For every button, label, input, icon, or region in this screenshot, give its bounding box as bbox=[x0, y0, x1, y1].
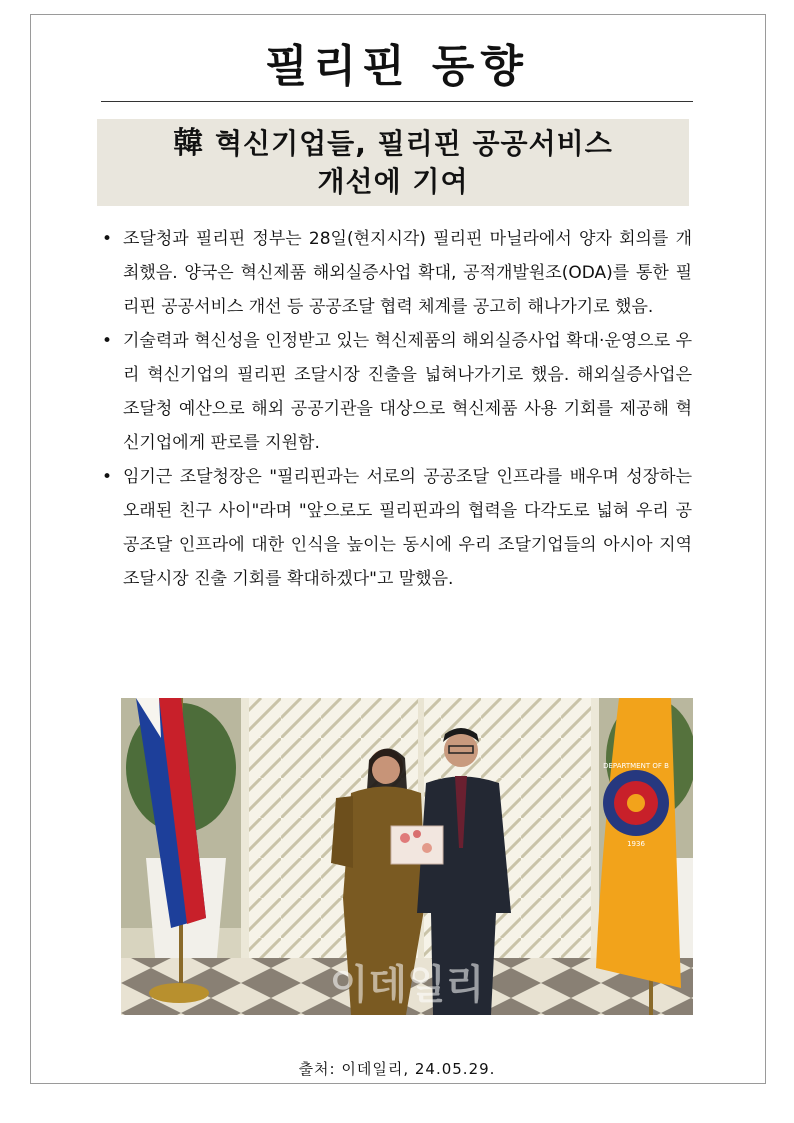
bullet-dot-icon: • bbox=[102, 229, 113, 249]
bullet-text: 임기근 조달청장은 "필리핀과는 서로의 공공조달 인프라를 배우며 성장하는 오래된 친구 사이"라며 "앞으로도 필리핀과의 협력을 다각도로 넓혀 우리 공공조달 인프라에 대한 인식을 높이는 동시에 우리 조달기업들의 아시아 지역 조달시장 진출 기회를 확대하겠다"고 말했음. bbox=[123, 467, 692, 589]
photo-watermark: 이데일리 bbox=[329, 962, 485, 1008]
photo-illustration bbox=[121, 698, 693, 1015]
bullet-item bbox=[100, 460, 692, 596]
headline-line-2: 개선에 기여 bbox=[317, 165, 469, 198]
bullet-text: 기술력과 혁신성을 인정받고 있는 혁신제품의 해외실증사업 확대·운영으로 우리 혁신기업의 필리핀 조달시장 진출을 넓혀나가기로 했음. 해외실증사업은 조달청 예산으로 해외 공공기관을 대상으로 혁신제품 사용 기회를 제공해 혁신기업에게 판로를 지원함. bbox=[123, 331, 692, 453]
headline-hanja: 韓 bbox=[173, 126, 205, 161]
svg-text:DEPARTMENT OF B: DEPARTMENT OF B bbox=[603, 762, 669, 770]
source-citation: 출처: 이데일리, 24.05.29. bbox=[298, 1060, 496, 1078]
headline-box bbox=[97, 119, 689, 206]
bullet-item bbox=[100, 222, 692, 324]
headline-line-1 bbox=[97, 125, 689, 163]
title-divider bbox=[101, 101, 693, 102]
svg-text:1936: 1936 bbox=[627, 840, 645, 848]
bullet-dot-icon: • bbox=[102, 467, 113, 487]
bullet-dot-icon: • bbox=[102, 331, 113, 351]
bullet-list bbox=[100, 222, 692, 596]
news-photo bbox=[121, 698, 693, 1015]
bullet-text: 조달청과 필리핀 정부는 28일(현지시각) 필리핀 마닐라에서 양자 회의를 개최했음. 양국은 혁신제품 해외실증사업 확대, 공적개발원조(ODA)를 통한 필리핀 공공서비스 개선 등 공공조달 협력 체계를 공고히 해나가기로 했음. bbox=[123, 229, 692, 317]
page-title: 필리핀 동향 bbox=[265, 41, 529, 92]
headline-line-1-text: 혁신기업들, 필리핀 공공서비스 bbox=[204, 127, 613, 160]
bullet-item bbox=[100, 324, 692, 460]
